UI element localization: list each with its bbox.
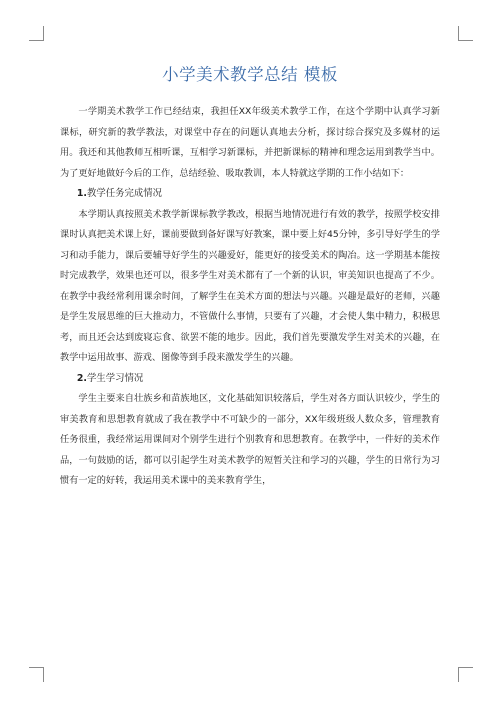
- section-number: 1.: [76, 188, 87, 199]
- crop-mark-bottom-left: [29, 667, 44, 682]
- document-title: 小学美术教学总结 模板: [162, 65, 338, 84]
- section-heading-2: [60, 369, 440, 390]
- section-heading-text: 教学任务完成情况: [87, 188, 163, 199]
- intro-paragraph: 一学期美术教学工作已经结束，我担任XX年级美术教学工作，在这个学期中认真学习新课标，研究新的教学教法，对课堂中存在的问题认真地去分析，探讨综合探究及多媒材的运用。我还和其他教师互相听课，互相学习新课标，并把新课标的精神和理念运用到教学当中。为了更好地做好今后的工作，总结经验、吸取教训，本人特就这学期的工作小结如下：: [60, 106, 440, 179]
- section-number: 2.: [76, 372, 87, 384]
- crop-mark-top-right: [458, 26, 473, 41]
- section-heading-1: [60, 184, 440, 205]
- section-paragraph-1: 本学期认真按照美术教学新课标教学教改，根据当地情况进行有效的教学，按照学校安排课时认真把美术课上好，课前要做到备好课写好教案，课中要上好45分钟，多引导好学生的学习和动手能力，课后要辅导好学生的兴趣爱好，能更好的接受美术的陶冶。这一学期基本能按时完成教学，效果也还可以，很多学生对美术都有了一个新的认识，审美知识也提高了不少。在教学中我经常利用课余时间，了解学生在美术方面的想法与兴趣。兴趣是最好的老师，兴趣是学生发展思维的巨大推动力，不管做什么事情，只要有了兴趣，才会使人集中精力，积极思考，而且还会达到废寝忘食、欲罢不能的地步。因此，我们首先要激发学生对美术的兴趣，在教学中运用故事、游戏、图像等到手段来激发学生的兴趣。: [60, 208, 440, 363]
- crop-mark-bottom-right: [458, 667, 473, 682]
- section-paragraph-2: 学生主要来自壮族乡和苗族地区，文化基础知识较落后，学生对各方面认识较少，学生的审美教育和思想教育就成了我在教学中不可缺少的一部分，XX年级班级人数众多，管理教育任务很重，我经常运用课间对个别学生进行个别教育和思想教育。在教学中，一件好的美术作品，一句鼓励的话，都可以引起学生对美术教学的短暂关注和学习的兴趣，学生的日常行为习惯有一定的好转，我运用美术课中的美来教育学生，: [60, 393, 440, 486]
- crop-mark-top-left: [29, 26, 44, 41]
- section-heading-text: 学生学习情况: [87, 372, 144, 384]
- document-body: [60, 102, 440, 492]
